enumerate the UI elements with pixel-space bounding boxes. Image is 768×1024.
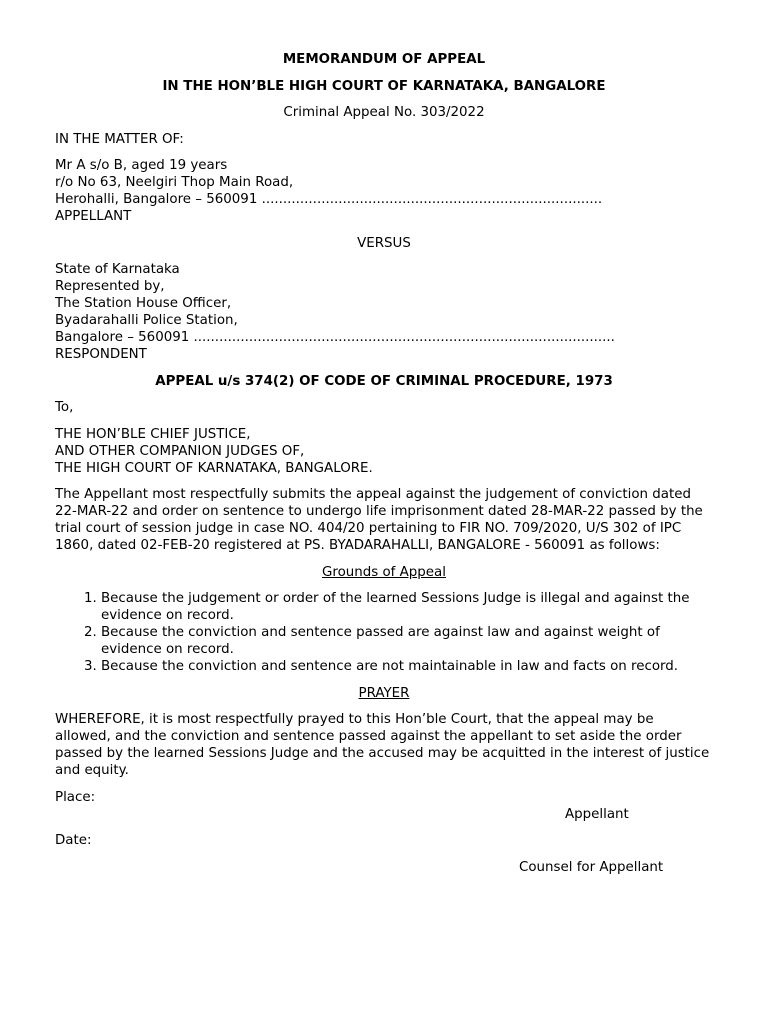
respondent-block: [55, 261, 713, 363]
ground-item: 2. Because the conviction and sentence passed are against law and against weight of evidence on record.: [101, 624, 713, 658]
respondent-line: The Station House Officer,: [55, 296, 232, 311]
prayer-heading: PRAYER: [358, 685, 410, 701]
respondent-address-line: Bangalore – 560091 ...................................................................................................: [55, 330, 615, 345]
case-number: Criminal Appeal No. 303/2022: [283, 105, 485, 120]
ground-item: 3. Because the conviction and sentence are not maintainable in law and facts on record.: [101, 658, 713, 675]
prayer-paragraph: WHEREFORE, it is most respectfully prayed to this Hon’ble Court, that the appeal may be allowed, and the conviction and sentence passed against the appellant to set aside the order passed by the learned Sessions Judge and the accused may be acquitted in the interest of justice and equity.: [55, 712, 710, 778]
appeal-heading: APPEAL u/s 374(2) OF CODE OF CRIMINAL PROCEDURE, 1973: [155, 373, 613, 389]
addressee-block: [55, 426, 713, 477]
appellant-address-line: Herohalli, Bangalore – 560091 ................................................................................: [55, 192, 603, 207]
counsel-signature: Counsel for Appellant: [519, 859, 664, 875]
appellant-signature-line: [55, 806, 713, 823]
grounds-heading: Grounds of Appeal: [322, 564, 446, 580]
addressee-line: AND OTHER COMPANION JUDGES OF,: [55, 443, 305, 459]
addressee-line: THE HON’BLE CHIEF JUSTICE,: [55, 426, 251, 442]
respondent-line: Represented by,: [55, 279, 165, 294]
counsel-signature-line: [55, 859, 713, 876]
ground-item: 1. Because the judgement or order of the learned Sessions Judge is illegal and against the evidence on record.: [101, 590, 713, 624]
appellant-role: APPELLANT: [55, 209, 132, 224]
respondent-name: State of Karnataka: [55, 262, 180, 277]
submission-paragraph: The Appellant most respectfully submits the appeal against the judgement of conviction dated 22-MAR-22 and order on sentence to undergo life imprisonment dated 28-MAR-22 passed by the trial court of session judge in case NO. 404/20 pertaining to FIR NO. 709/2020, U/S 302 of IPC 1860, dated 02-FEB-20 registered at PS. BYADARAHALLI, BANGALORE - 560091 as follows:: [55, 487, 703, 553]
salutation: To,: [55, 400, 74, 415]
versus-label: VERSUS: [357, 235, 411, 251]
appellant-name: Mr A s/o B, aged 19 years: [55, 158, 228, 173]
matter-heading: IN THE MATTER OF:: [55, 131, 184, 147]
addressee-line: THE HIGH COURT OF KARNATAKA, BANGALORE.: [55, 460, 373, 476]
document-title: MEMORANDUM OF APPEAL: [282, 52, 486, 67]
court-heading: IN THE HON’BLE HIGH COURT OF KARNATAKA, BANGALORE: [162, 78, 606, 94]
respondent-line: Byadarahalli Police Station,: [55, 313, 238, 328]
appellant-block: [55, 157, 713, 225]
appellant-signature: Appellant: [565, 806, 629, 822]
date-label: Date:: [55, 833, 92, 848]
document-page: [55, 51, 713, 876]
grounds-list: [55, 590, 713, 675]
appellant-address-line: r/o No 63, Neelgiri Thop Main Road,: [55, 175, 294, 190]
place-label: Place:: [55, 789, 96, 805]
respondent-role: RESPONDENT: [55, 347, 147, 362]
